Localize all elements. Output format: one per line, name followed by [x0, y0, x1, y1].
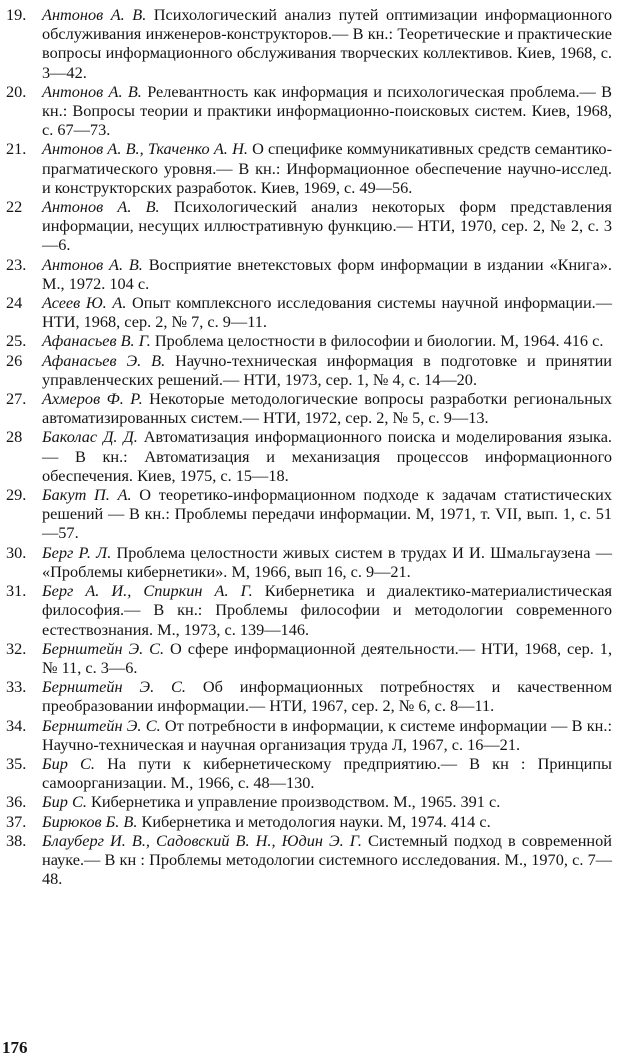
reference-number: 30. [6, 542, 27, 562]
reference-item [6, 331, 612, 350]
reference-author: Антонов А. В. [42, 5, 147, 24]
reference-item [6, 255, 612, 293]
reference-item [6, 427, 612, 485]
reference-number: 25. [6, 331, 27, 351]
reference-text: Автоматизация информационного поиска и моделирования языка.— В кн.: Автоматизация и механизация процессов информационного обеспечения. Киев, 1975, с. 15—18. [42, 427, 613, 485]
reference-author: Бир С. [42, 792, 87, 812]
reference-text: Психологический анализ некоторых форм представления информации, несущих иллюстративную функцию.— НТИ, 1970, сер. 2, № 2, с. 3—6. [42, 197, 612, 255]
reference-item [6, 82, 612, 140]
reference-text: Кибернетика и методология науки. М, 1974. 414 с. [141, 811, 491, 831]
reference-item [6, 754, 612, 792]
reference-item [6, 389, 612, 427]
reference-text: От потребности в информации, к системе информации — В кн.: Научно-техническая и научная организация труда Л, 1967, с. 16—21. [42, 715, 612, 754]
reference-number: 24 [6, 293, 23, 313]
reference-number: 34. [6, 715, 27, 735]
reference-number: 35. [6, 753, 27, 773]
reference-item [6, 293, 612, 331]
reference-text: Психологический анализ путей оптимизации информационного обслуживания инженеров-конструкторов.— В кн.: Теоретические и практические вопросы информационного обслуживания творческих коллективов. Киев, 1968, с. 3—42. [42, 5, 612, 82]
reference-item [6, 792, 612, 811]
reference-number: 20. [6, 81, 27, 101]
reference-item [6, 831, 612, 889]
reference-text: Опыт комплексного исследования системы научной информации.— НТИ, 1968, сер. 2, № 7, с. 9—11. [42, 293, 613, 332]
reference-author: Антонов А. В. [42, 254, 143, 274]
reference-number: 32. [6, 638, 27, 658]
reference-author: Бакут П. А. [42, 485, 132, 505]
reference-text: Системный подход в современной науке.— В кн : Проблемы методологии системного исследования. М., 1970, с. 7—48. [42, 830, 612, 889]
reference-author: Антонов А. В., Ткаченко А. Н. [42, 139, 248, 159]
reference-item [6, 139, 612, 197]
reference-author: Бернштейн Э. С. [42, 638, 165, 658]
reference-number: 36. [6, 792, 27, 812]
reference-item [6, 197, 612, 255]
reference-text: Восприятие внетекстовых форм информации в издании «Книга». М., 1972. 104 с. [42, 254, 612, 293]
reference-number: 22 [6, 197, 23, 217]
reference-text: Об информационных потребностях и качественном преобразовании информации.— НТИ, 1967, сер. 2, № 6, с. 8—11. [42, 677, 612, 716]
reference-number: 21. [6, 139, 27, 159]
reference-item [6, 677, 612, 715]
reference-list [6, 5, 612, 888]
reference-text: Научно-техническая информация в подготовке и принятии управленческих решений.— НТИ, 1973, сер. 1, № 4, с. 14—20. [42, 350, 612, 389]
reference-author: Баколас Д. Д. [42, 427, 138, 447]
reference-author: Бернштейн Э. С. [42, 677, 186, 697]
reference-text: На пути к кибернетическому предприятию.— В кн : Принципы самоорганизации. М., 1966, с. 48—130. [42, 753, 612, 793]
reference-item [6, 351, 612, 389]
reference-number: 23. [6, 254, 27, 274]
reference-author: Бир С. [42, 753, 95, 773]
reference-text: Проблема целостности живых систем в трудах И И. Шмальгаузена — «Проблемы кибернетики». М, 1966, вып 16, с. 9—21. [42, 542, 612, 581]
reference-item [6, 5, 612, 82]
page-number: 176 [2, 1038, 28, 1057]
reference-item [6, 543, 612, 581]
reference-author: Блауберг И. В., Садовский В. Н., Юдин Э. Г. [42, 830, 362, 850]
reference-number: 37. [6, 811, 27, 831]
reference-text: Некоторые методологические вопросы разработки региональных автоматизированных систем.— НТИ, 1972, сер. 2, № 5, с. 9—13. [42, 389, 612, 428]
reference-author: Афанасьев В. Г. [42, 331, 151, 351]
reference-author: Афанасьев Э. В. [42, 350, 166, 370]
reference-text: Релевантность как информация и психологическая проблема.— В кн.: Вопросы теории и практики информационно-поисковых систем. Киев, 1968, с. 67—73. [42, 81, 612, 140]
reference-item [6, 812, 612, 831]
reference-author: Бернштейн Э. С. [42, 715, 161, 735]
reference-author: Асеев Ю. А. [42, 293, 127, 313]
reference-number: 27. [6, 389, 27, 409]
reference-item [6, 639, 612, 677]
reference-text: О теоретико-информационном подходе к задачам статистических решений — В кн.: Проблемы передачи информации. М, 1971, т. VII, вып. 1, с. 51—57. [42, 485, 612, 543]
reference-number: 31. [6, 581, 27, 601]
reference-author: Антонов А. В. [42, 81, 142, 101]
reference-author: Антонов А. В. [42, 197, 160, 217]
reference-author: Берг Р. Л. [42, 542, 112, 562]
reference-author: Бирюков Б. В. [42, 811, 138, 831]
reference-number: 33. [6, 677, 27, 697]
reference-text: О специфике коммуникативных средств семантико-прагматического уровня.— В кн.: Информационное обеспечение научно-исслед. и конструкторских разработок. Киев, 1969, с. 49—56. [42, 139, 612, 197]
reference-author: Берг А. И., Спиркин А. Г. [42, 581, 253, 601]
reference-number: 38. [6, 830, 27, 850]
reference-item [6, 716, 612, 754]
reference-text: Кибернетика и управление производством. М., 1965. 391 с. [90, 792, 501, 812]
reference-text: Проблема целостности в философии и биологии. М, 1964. 416 с. [154, 331, 604, 351]
reference-number: 26 [6, 350, 23, 370]
reference-item [6, 485, 612, 543]
reference-text: О сфере информационной деятельности.— НТИ, 1968, сер. 1, № 11, с. 3—6. [42, 638, 613, 677]
reference-number: 28 [6, 427, 23, 447]
reference-item [6, 581, 612, 639]
reference-number: 29. [6, 485, 27, 505]
reference-author: Ахмеров Ф. Р. [42, 389, 143, 409]
reference-text: Кибернетика и диалектико-материалистическая философия.— В кн.: Проблемы философии и методологии современного естествознания. М., 1973, с. 139—146. [42, 581, 612, 639]
reference-number: 19. [6, 5, 27, 24]
